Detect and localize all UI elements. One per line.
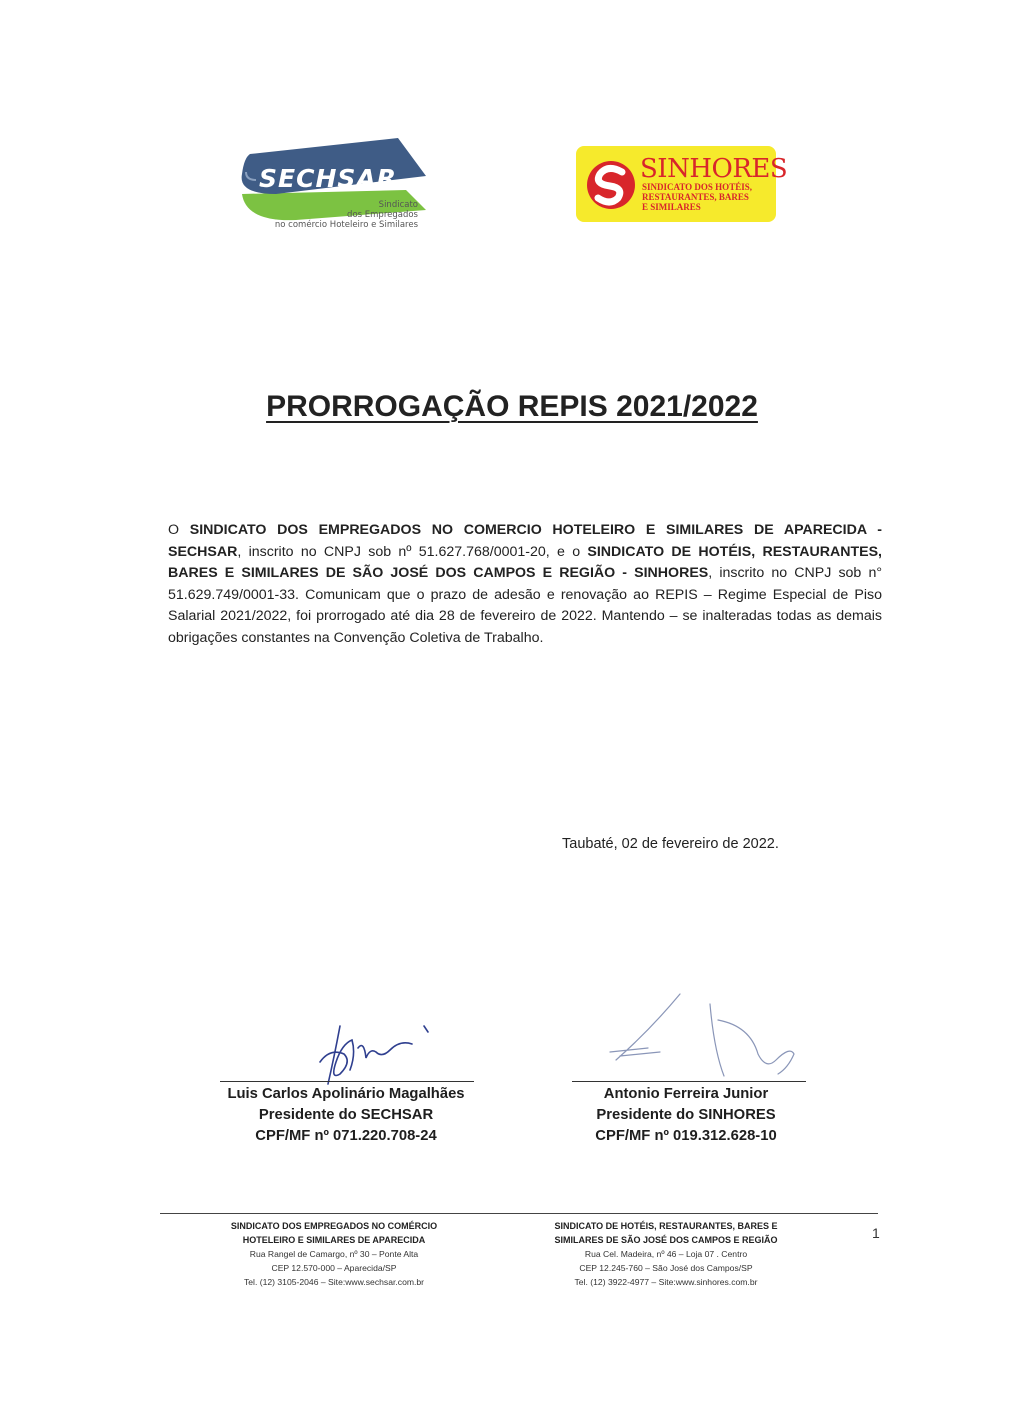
- sechsar-wordmark: SECHSAR: [259, 164, 397, 193]
- body-text-2: , inscrito no CNPJ sob nº 51.627.768/0001-20, e o: [237, 543, 588, 560]
- footer-right-line-4: CEP 12.245-760 – São José dos Campos/SP: [579, 1263, 753, 1273]
- sinhores-subtitle-3: E SIMILARES: [642, 202, 701, 212]
- signature-block-right: [536, 1084, 836, 1147]
- document-title: [0, 390, 1024, 424]
- sinhores-logo: [576, 146, 788, 222]
- body-text-3: , inscrito no CNPJ sob n° 51.629.749/0001-33. Comunicam que o prazo de adesão e renovação ao REPIS – Regime Especial de Piso Salarial 2021/2022, foi prorrogado até dia 28 de fevereiro de 2022. Mantendo – se inalteradas todas as demais obrigações constantes na Convenção Coletiva de Trabalho.: [168, 565, 883, 646]
- signer-name-right: Antonio Ferreira Junior: [603, 1086, 769, 1102]
- sinhores-s-emblem-icon: [586, 158, 636, 212]
- body-bold-sinhores: SINDICATO DE HOTÉIS, RESTAURANTES, BARES E SIMILARES DE SÃO JOSÉ DOS CAMPOS E REGIÃO - SINHORES: [168, 543, 882, 581]
- signer-role-right: Presidente do SINHORES: [596, 1107, 776, 1123]
- footer-sechsar-address: [184, 1219, 484, 1289]
- footer-left-line-2: HOTELEIRO E SIMILARES DE APARECIDA: [242, 1235, 426, 1245]
- sinhores-subtitle-2: RESTAURANTES, BARES: [642, 192, 749, 202]
- footer-right-line-1: SINDICATO DE HOTÉIS, RESTAURANTES, BARES E: [554, 1221, 778, 1231]
- footer-right-line-3: Rua Cel. Madeira, nº 46 – Loja 07 . Centro: [584, 1249, 748, 1259]
- sinhores-subtitle-1: SINDICATO DOS HOTÉIS,: [642, 182, 752, 192]
- sechsar-subtitle-3: no comércio Hoteleiro e Similares: [274, 220, 418, 230]
- signature-block-left: [196, 1084, 496, 1147]
- footer-right-line-2: SIMILARES DE SÃO JOSÉ DOS CAMPOS E REGIÃO: [554, 1235, 778, 1245]
- date-line: Taubaté, 02 de fevereiro de 2022.: [562, 836, 779, 852]
- sechsar-subtitle-2: dos Empregados: [347, 210, 418, 220]
- footer-left-line-5: Tel. (12) 3105-2046 – Site:www.sechsar.com.br: [243, 1277, 425, 1287]
- document-title-text: PRORROGAÇÃO REPIS 2021/2022: [266, 390, 758, 423]
- body-bold-sechsar: SINDICATO DOS EMPREGADOS NO COMERCIO HOTELEIRO E SIMILARES DE APARECIDA - SECHSAR: [168, 522, 882, 560]
- signature-left-icon: [300, 1018, 440, 1090]
- footer-sinhores-address: [516, 1219, 816, 1289]
- signature-right-icon: [590, 990, 810, 1082]
- footer-right-line-5: Tel. (12) 3922-4977 – Site:www.sinhores.com.br: [574, 1277, 758, 1287]
- body-text-1: O: [168, 522, 190, 538]
- footer-left-line-4: CEP 12.570-000 – Aparecida/SP: [271, 1263, 397, 1273]
- footer-left-line-1: SINDICATO DOS EMPREGADOS NO COMÉRCIO: [230, 1221, 438, 1231]
- footer-rule: [160, 1213, 878, 1214]
- body-paragraph: [168, 520, 882, 649]
- sinhores-subtitle: [642, 182, 752, 212]
- sechsar-subtitle-1: Sindicato: [378, 200, 418, 210]
- signer-name-left: Luis Carlos Apolinário Magalhães: [227, 1086, 465, 1102]
- sinhores-wordmark: SINHORES: [640, 154, 788, 184]
- footer-left-line-3: Rua Rangel de Camargo, nº 30 – Ponte Alta: [249, 1249, 419, 1259]
- signer-cpf-right: CPF/MF nº 019.312.628-10: [595, 1128, 777, 1144]
- signer-role-left: Presidente do SECHSAR: [258, 1107, 434, 1123]
- signer-cpf-left: CPF/MF nº 071.220.708-24: [255, 1128, 437, 1144]
- signature-line-right: [572, 1081, 806, 1082]
- page-number: 1: [872, 1225, 880, 1241]
- sechsar-logo: [236, 136, 426, 232]
- signature-line-left: [220, 1081, 474, 1082]
